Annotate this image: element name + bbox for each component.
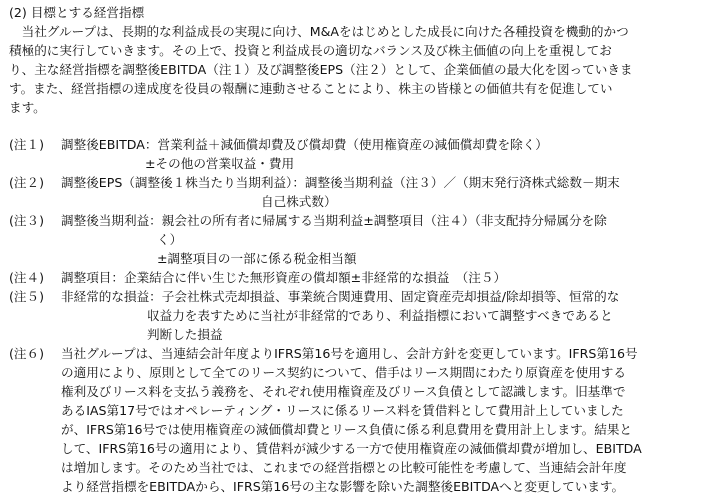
note-line: ±その他の営業収益・費用 xyxy=(145,156,295,171)
note-line: 調整後EPS（調整後１株当たり当期利益）：調整後当期利益（注３）／（期末発行済株式総数－期末 xyxy=(61,175,620,190)
intro-line: 積極的に実行していきます。その上で、投資と利益成長の適切なバランス及び株主価値の向上を重視してお xyxy=(9,43,612,58)
note-label: (注２) xyxy=(9,175,45,190)
note-line: 調整項目：企業結合に伴い生じた無形資産の償却額±非経常的な損益 （注５） xyxy=(61,270,507,285)
note-label: (注４) xyxy=(9,270,45,285)
note-body xyxy=(61,268,705,287)
note-6 xyxy=(9,344,705,496)
note-line: の適用により、原則として全てのリース契約について、借手はリース期間にわたり原資産を使用する xyxy=(61,365,626,380)
note-line: 判断した損益 xyxy=(147,327,223,342)
note-2 xyxy=(9,173,705,211)
note-line: く） xyxy=(157,232,183,247)
note-line: あるIAS第17号ではオペレーティング・リースに係るリース料を賃借料として費用計上していました xyxy=(61,403,624,418)
note-label: (注５) xyxy=(9,289,45,304)
notes-list xyxy=(9,135,705,496)
note-line: が、IFRS第16号では使用権資産の減価償却費とリース負債に係る利息費用を費用計上します。結果と xyxy=(61,422,633,437)
intro-paragraph xyxy=(9,22,705,117)
intro-line: す。また、経営指標の達成度を役員の報酬に連動させることにより、株主の皆様との価値共有を促進してい xyxy=(9,81,613,96)
note-1 xyxy=(9,135,705,173)
note-line: ±調整項目の一部に係る税金相当額 xyxy=(157,251,357,266)
note-line: 自己株式数） xyxy=(261,194,337,209)
note-4 xyxy=(9,268,705,287)
note-line: より経営指標をEBITDAから、IFRS第16号の主な影響を除いた調整後EBITDAへと変更しています。 xyxy=(61,479,625,494)
note-body xyxy=(61,344,705,496)
intro-line: 当社グループは、長期的な利益成長の実現に向け、M&Aをはじめとした成長に向けた各種投資を機動的かつ xyxy=(9,24,629,39)
note-3 xyxy=(9,211,705,268)
note-line: 収益力を表すために当社が非経常的であり、利益指標において調整すべきであると xyxy=(147,308,613,323)
note-line: 調整後EBITDA：営業利益＋減価償却費及び償却費（使用権資産の減価償却費を除く） xyxy=(61,137,548,152)
note-line: 非経常的な損益：子会社株式売却損益、事業統合関連費用、固定資産売却損益/除却損等、恒常的な xyxy=(61,289,620,304)
note-line: 権利及びリース料を支払う義務を、それぞれ使用権資産及びリース負債として認識します。旧基準で xyxy=(61,384,626,399)
note-body xyxy=(61,135,705,173)
intro-line: り、主な経営指標を調整後EBITDA（注１）及び調整後EPS（注２）として、企業価値の最大化を図っていきま xyxy=(9,62,633,77)
section-heading: (2) 目標とする経営指標 xyxy=(9,5,145,20)
note-line: 当社グループは、当連結会計年度よりIFRS第16号を適用し、会計方針を変更しています。IFRS第16号 xyxy=(61,346,638,361)
note-5 xyxy=(9,287,705,344)
note-line: 調整後当期利益：親会社の所有者に帰属する当期利益±調整項目（注４）（非支配持分帰属分を除 xyxy=(61,213,607,228)
note-label: (注３) xyxy=(9,213,45,228)
note-body xyxy=(61,211,705,268)
spacer xyxy=(9,117,705,135)
intro-line: ます。 xyxy=(9,100,46,115)
note-label: (注１) xyxy=(9,137,45,152)
note-body xyxy=(61,287,705,344)
note-body xyxy=(61,173,705,211)
note-line: は増加します。そのため当社では、これまでの経営指標との比較可能性を考慮して、当連結会計年度 xyxy=(61,460,627,475)
note-label: (注６) xyxy=(9,346,45,361)
note-line: して、IFRS第16号の適用により、賃借料が減少する一方で使用権資産の減価償却費が増加し、EBITDA xyxy=(61,441,642,456)
